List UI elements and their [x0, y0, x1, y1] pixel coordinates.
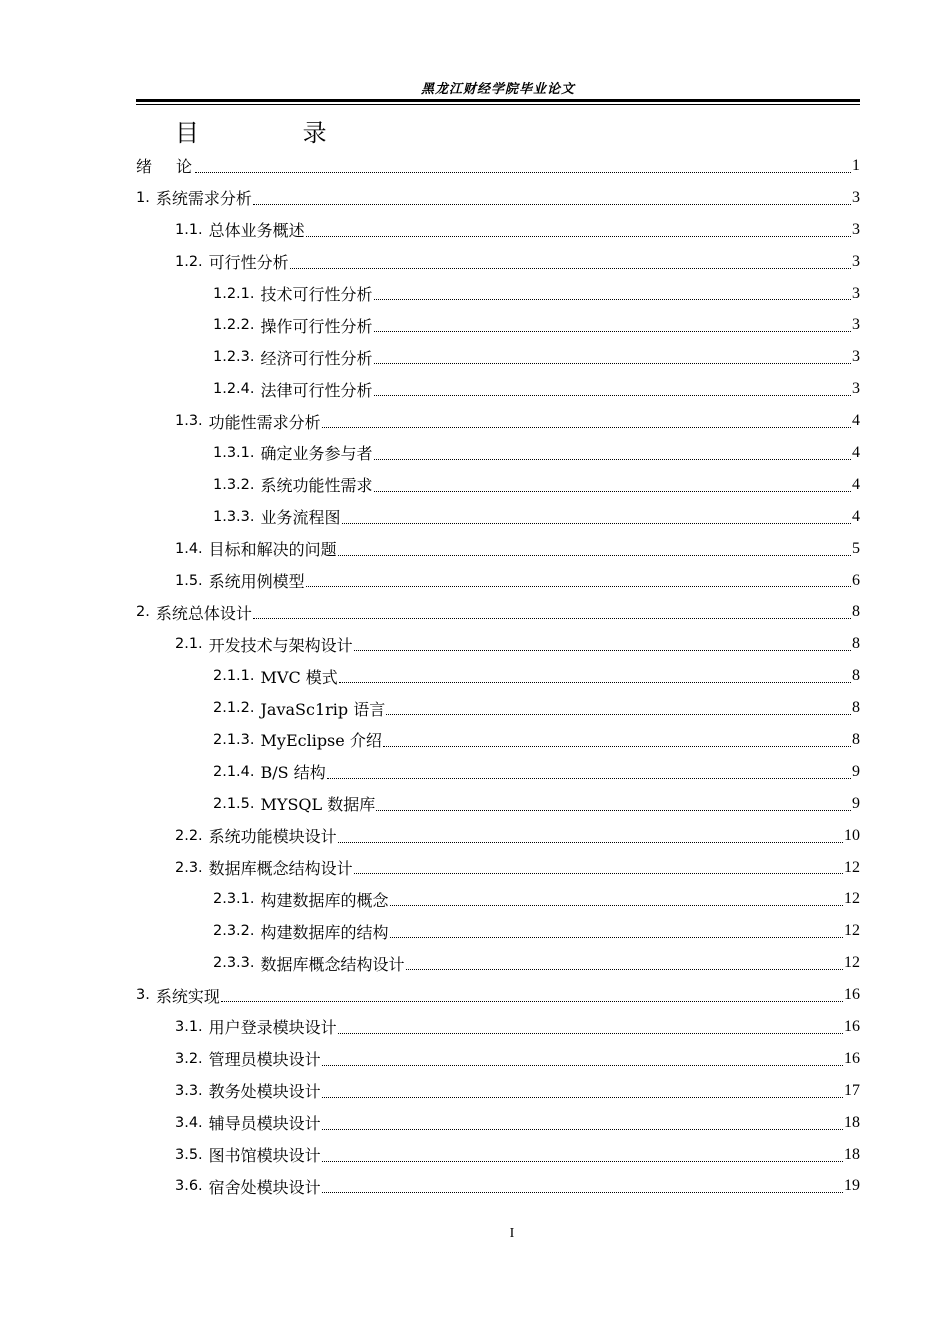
toc-entry-number: 2.1.3.	[213, 731, 255, 748]
toc-entry-label: B/S 结构	[260, 763, 326, 783]
toc-entry-number: 3.6.	[175, 1178, 203, 1195]
toc-entry[interactable]	[136, 820, 860, 852]
toc-entry-number: 2.	[136, 604, 150, 621]
header-rule-thick	[136, 99, 860, 102]
toc-entry[interactable]	[136, 214, 860, 246]
toc-entry-label: 目标和解决的问题	[208, 540, 337, 560]
toc-entry-label: 功能性需求分析	[208, 412, 321, 432]
toc-dot-leader	[221, 1000, 843, 1002]
toc-dot-leader	[322, 1160, 843, 1162]
toc-entry[interactable]	[136, 756, 860, 788]
toc-entry[interactable]	[136, 788, 860, 820]
toc-entry-number: 1.2.4.	[213, 381, 255, 398]
toc-dot-leader	[386, 713, 851, 715]
toc-dot-leader	[354, 649, 851, 651]
toc-dot-leader	[374, 394, 851, 396]
toc-entry-page: 4	[852, 412, 860, 430]
toc-entry-label: 可行性分析	[208, 253, 289, 273]
toc-dot-leader	[354, 872, 843, 874]
toc-dot-leader	[390, 904, 843, 906]
toc-entry-label: MYSQL 数据库	[260, 795, 376, 815]
toc-entry[interactable]	[136, 278, 860, 310]
toc-entry-label: 确定业务参与者	[260, 444, 373, 464]
toc-dot-leader	[253, 617, 851, 619]
toc-entry[interactable]	[136, 852, 860, 884]
toc-dot-leader	[390, 936, 843, 938]
toc-entry-page: 8	[852, 699, 860, 717]
toc-entry-number: 2.1.1.	[213, 668, 255, 685]
toc-dot-leader	[376, 809, 851, 811]
toc-entry[interactable]	[136, 979, 860, 1011]
toc-entry-label: 辅导员模块设计	[208, 1114, 321, 1134]
toc-entry[interactable]	[136, 246, 860, 278]
toc-entry-label: 系统功能模块设计	[208, 827, 337, 847]
table-of-contents	[136, 150, 860, 1202]
toc-entry-number: 1.2.3.	[213, 349, 255, 366]
toc-entry-number: 2.2.	[175, 827, 203, 844]
toc-entry-page: 18	[844, 1145, 860, 1163]
toc-dot-leader	[374, 362, 851, 364]
toc-entry[interactable]	[136, 182, 860, 214]
toc-entry-number: 2.3.3.	[213, 955, 255, 972]
toc-dot-leader	[339, 681, 851, 683]
toc-dot-leader	[374, 298, 851, 300]
toc-dot-leader	[306, 235, 851, 237]
toc-entry[interactable]	[136, 628, 860, 660]
toc-entry-page: 9	[852, 794, 860, 812]
toc-entry-number: 1.3.1.	[213, 444, 255, 461]
toc-title: 目 录	[175, 119, 375, 147]
toc-entry-page: 17	[844, 1081, 860, 1099]
toc-entry-page: 16	[844, 1049, 860, 1067]
running-header: 黑龙江财经学院毕业论文	[420, 82, 575, 97]
toc-entry-page: 3	[852, 220, 860, 238]
toc-entry[interactable]	[136, 1107, 860, 1139]
toc-dot-leader	[290, 267, 851, 269]
toc-dot-leader	[342, 522, 851, 524]
toc-entry-number: 3.4.	[175, 1114, 203, 1131]
toc-entry-label: 系统功能性需求	[260, 476, 373, 496]
toc-entry-page: 12	[844, 890, 860, 908]
toc-entry[interactable]	[136, 150, 860, 182]
toc-entry[interactable]	[136, 373, 860, 405]
toc-dot-leader	[374, 330, 851, 332]
page-number: I	[509, 1226, 515, 1241]
toc-entry-number: 3.1.	[175, 1018, 203, 1035]
toc-entry-label: 系统需求分析	[155, 189, 252, 209]
toc-entry-number: 3.	[136, 987, 150, 1004]
toc-entry-page: 19	[844, 1177, 860, 1195]
toc-entry-number: 2.3.1.	[213, 891, 255, 908]
toc-dot-leader	[322, 1191, 843, 1193]
toc-entry-label: 教务处模块设计	[208, 1082, 321, 1102]
toc-entry-page: 6	[852, 571, 860, 589]
toc-entry-page: 3	[852, 284, 860, 302]
toc-entry-number: 3.2.	[175, 1050, 203, 1067]
toc-entry-number: 2.1.2.	[213, 700, 255, 717]
toc-entry-page: 8	[852, 635, 860, 653]
toc-entry[interactable]	[136, 1075, 860, 1107]
toc-entry-label: 总体业务概述	[208, 221, 305, 241]
toc-entry-label: 技术可行性分析	[260, 285, 373, 304]
toc-entry-label: JavaSc1rip 语言	[260, 699, 386, 719]
toc-entry-label: 操作可行性分析	[260, 316, 373, 336]
toc-entry-label: 经济可行性分析	[260, 348, 373, 368]
toc-entry-label: 构建数据库的结构	[260, 922, 389, 942]
toc-dot-leader	[338, 1032, 843, 1034]
toc-entry-page: 5	[852, 539, 860, 557]
toc-dot-leader	[327, 777, 851, 779]
toc-entry-label: 构建数据库的概念	[260, 890, 389, 910]
toc-entry-label: 系统总体设计	[155, 603, 252, 623]
toc-entry-label: MVC 模式	[260, 667, 338, 687]
toc-entry[interactable]	[136, 1139, 860, 1171]
toc-entry-label: 数据库概念结构设计	[208, 859, 353, 879]
toc-dot-leader	[383, 745, 851, 747]
toc-entry-number: 2.3.	[175, 859, 203, 876]
toc-entry-page: 8	[852, 603, 860, 621]
toc-entry[interactable]	[136, 692, 860, 724]
toc-entry-label: 系统实现	[155, 986, 220, 1006]
toc-entry-number: 2.1.4.	[213, 763, 255, 780]
toc-entry-page: 1	[852, 156, 860, 174]
toc-entry[interactable]	[136, 565, 860, 597]
toc-entry[interactable]	[136, 724, 860, 756]
toc-entry[interactable]	[136, 1171, 860, 1203]
toc-entry-page: 3	[852, 188, 860, 206]
toc-entry-page: 18	[844, 1113, 860, 1131]
toc-entry-page: 3	[852, 380, 860, 398]
toc-dot-leader	[322, 1064, 843, 1066]
toc-entry-number: 2.1.	[175, 636, 203, 653]
toc-entry-label: 系统用例模型	[208, 572, 305, 592]
toc-entry-label: 数据库概念结构设计	[260, 954, 405, 974]
toc-entry-label: 开发技术与架构设计	[208, 635, 353, 655]
toc-entry[interactable]	[136, 469, 860, 501]
toc-entry-page: 3	[852, 316, 860, 334]
toc-entry-number: 1.2.1.	[213, 285, 255, 302]
toc-entry[interactable]	[136, 596, 860, 628]
toc-dot-leader	[195, 171, 851, 173]
toc-entry-number: 2.3.2.	[213, 923, 255, 940]
toc-entry-number: 1.3.	[175, 413, 203, 430]
toc-dot-leader	[253, 203, 851, 205]
toc-entry-label: 法律可行性分析	[260, 380, 373, 400]
toc-dot-leader	[322, 1128, 843, 1130]
toc-entry-label: 绪论	[136, 157, 217, 177]
toc-entry-page: 16	[844, 986, 860, 1004]
toc-entry-page: 12	[844, 954, 860, 972]
toc-entry-number: 1.2.2.	[213, 317, 255, 334]
toc-dot-leader	[306, 585, 851, 587]
toc-dot-leader	[338, 554, 851, 556]
toc-entry[interactable]	[136, 660, 860, 692]
toc-dot-leader	[322, 426, 851, 428]
toc-entry[interactable]	[136, 1011, 860, 1043]
header-rule-thin	[136, 104, 860, 105]
toc-entry-number: 1.4.	[175, 540, 203, 557]
toc-entry[interactable]	[136, 1043, 860, 1075]
toc-entry-number: 1.3.2.	[213, 476, 255, 493]
toc-entry-number: 1.1.	[175, 221, 203, 238]
toc-dot-leader	[374, 458, 851, 460]
toc-entry-page: 12	[844, 858, 860, 876]
toc-entry-page: 4	[852, 475, 860, 493]
toc-entry-number: 2.1.5.	[213, 795, 255, 812]
toc-entry-page: 12	[844, 922, 860, 940]
toc-entry-page: 3	[852, 348, 860, 366]
toc-entry[interactable]	[136, 501, 860, 533]
toc-entry-number: 1.	[136, 189, 150, 206]
toc-entry-page: 3	[852, 252, 860, 270]
toc-entry-label: 宿舍处模块设计	[208, 1177, 321, 1197]
toc-entry-page: 4	[852, 507, 860, 525]
toc-entry-page: 8	[852, 730, 860, 748]
toc-entry[interactable]	[136, 437, 860, 469]
toc-entry-page: 4	[852, 443, 860, 461]
toc-dot-leader	[406, 968, 843, 970]
toc-entry[interactable]	[136, 915, 860, 947]
toc-entry-number: 3.3.	[175, 1082, 203, 1099]
toc-entry-label: 业务流程图	[260, 508, 341, 528]
toc-entry-label: 图书馆模块设计	[208, 1146, 321, 1166]
toc-entry[interactable]	[136, 341, 860, 373]
toc-entry-number: 1.3.3.	[213, 508, 255, 525]
toc-entry-number: 1.2.	[175, 253, 203, 270]
toc-dot-leader	[338, 841, 843, 843]
toc-entry-number: 3.5.	[175, 1146, 203, 1163]
toc-entry[interactable]	[136, 947, 860, 979]
toc-entry-label: MyEclipse 介绍	[260, 731, 382, 751]
toc-entry[interactable]	[136, 883, 860, 915]
toc-entry-page: 10	[844, 826, 860, 844]
toc-entry[interactable]	[136, 533, 860, 565]
toc-entry[interactable]	[136, 309, 860, 341]
toc-entry[interactable]	[136, 405, 860, 437]
toc-entry-label: 用户登录模块设计	[208, 1018, 337, 1038]
toc-entry-page: 8	[852, 667, 860, 685]
toc-entry-page: 16	[844, 1017, 860, 1035]
toc-dot-leader	[374, 490, 851, 492]
toc-entry-page: 9	[852, 762, 860, 780]
toc-entry-label: 管理员模块设计	[208, 1050, 321, 1070]
toc-dot-leader	[322, 1096, 843, 1098]
toc-entry-number: 1.5.	[175, 572, 203, 589]
